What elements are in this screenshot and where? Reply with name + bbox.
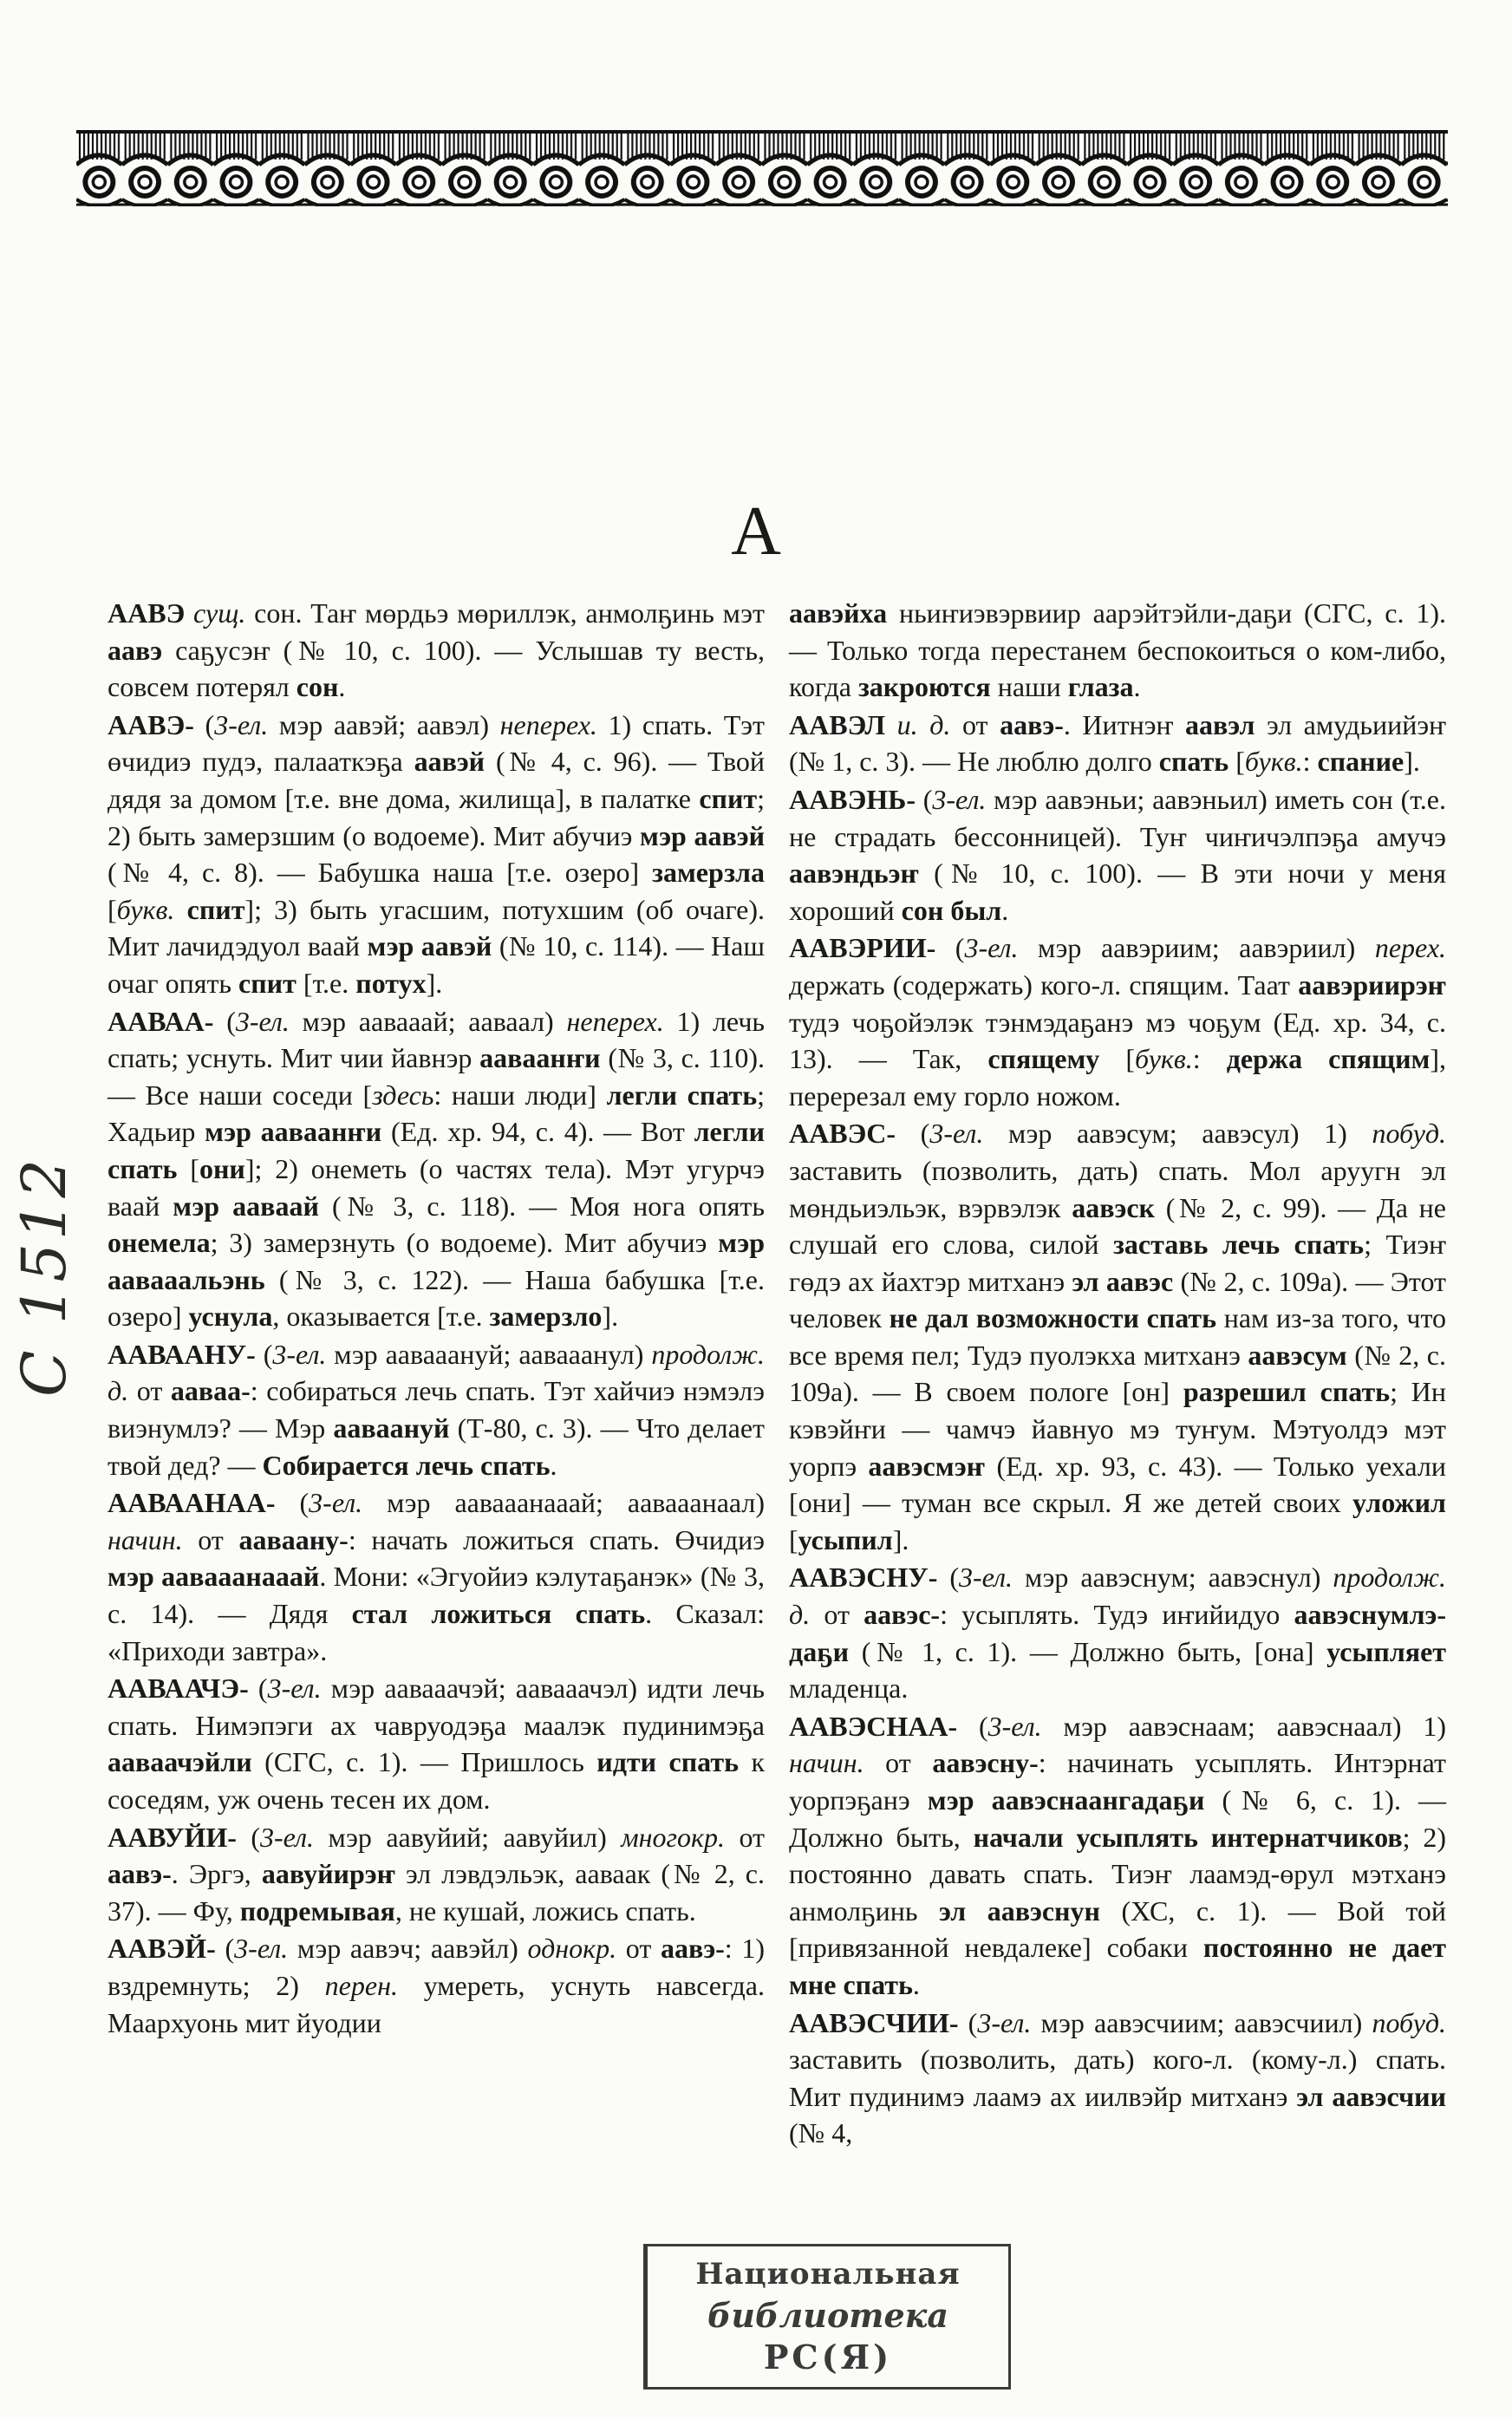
bold-term: спит [238,967,297,999]
bold-term: аавэл [1184,708,1255,740]
grammar-note: 3-ел. [267,1672,322,1705]
grammar-note: букв. [1244,746,1303,778]
bold-term: спящему [987,1043,1100,1075]
bold-term: спание [1317,746,1404,778]
entry-text: (Ед. хр. 94, с. 4). — Вот [381,1116,694,1148]
bold-term: ААВЭЙ- [108,1933,216,1965]
bold-term: мэр аавааальэнь [108,1227,765,1295]
entry-text: ( [937,1562,960,1594]
dictionary-entry [108,1484,765,1669]
entry-text: ; 3) замерзнуть (о водоеме). Мит абучиэ [210,1227,719,1259]
bold-term: уснула [188,1301,273,1333]
bold-term: аавэск [1072,1191,1155,1223]
bold-term: закроются [857,671,991,703]
entry-text: . Мони: «Эгуойиэ кэлутаҕанэк» (№ 3, с. 14). — Дядя [108,1561,766,1630]
bold-term: ААВЭСЧИИ- [789,2006,959,2038]
bold-term: замерзло [489,1301,603,1333]
entry-text: 1) лечь спать; уснуть. Мит чии йавнэр [108,1005,766,1074]
bold-term: мэр ааваай [173,1190,319,1222]
entry-text: (Ед. хр. 93, с. 43). — Только уехали [они] — туман все скрыл. Я же детей своих [789,1450,1447,1519]
bold-term: онемела [108,1227,211,1259]
entry-text: : начать ложиться спать. Өчидиэ [348,1523,766,1555]
grammar-note: 3-ел. [309,1487,363,1519]
entry-text: . [1001,894,1009,926]
entry-text: эл лэвдэльэк, ааваак (№ 2, с. 37). — Фу, [108,1858,766,1927]
right-column [789,595,1446,2190]
entry-text: : начинать усыплять. Интэрнат уорпэҕанэ [789,1747,1447,1816]
entry-text: : собираться лечь спать. Тэт хайчиэ нэмэлэ виэнумлэ? — Мэр [108,1375,766,1444]
entry-text: мэр аавэснум; аавэснул) [1013,1562,1333,1594]
grammar-note: многокр. [621,1821,725,1853]
bold-term: ААВААЧЭ- [108,1672,249,1705]
entry-text: ]; 2) онеметь (о частях тела). Мэт угурчэ ваай [108,1152,766,1222]
bold-term: спать [1158,746,1229,778]
entry-text: : 1) вздремнуть; 2) [108,1933,766,2001]
bold-term: аавуйирэҥ [261,1858,395,1890]
bold-term: аавэсну- [932,1747,1039,1779]
bold-term: замерзла [652,857,765,889]
bold-term: ААВЭРИИ- [789,932,936,964]
bold-term: разрешил спать [1183,1376,1391,1408]
entry-text: [ [1099,1043,1136,1075]
bold-term: спит [186,893,245,925]
bold-term: аавэйха [789,597,888,629]
grammar-note: 3-ел. [987,1710,1042,1742]
entry-text: ; 2) постоянно давать спать. Тиэҥ лаамэд-өрул мэтханэ анмолҕинь [789,1821,1447,1927]
entry-text: мэр аавэньи; аавэньил) иметь сон (т.е. не страдать бессонницей). Туҥ чиҥичэлпэҕа амучэ [789,783,1446,852]
bold-term: стал ложиться спать [351,1598,646,1630]
bold-term: ааваанҥи [479,1042,601,1074]
bold-term: легли спать [108,1116,766,1184]
entry-text: ]; 3) быть угасшим, потухшим (об очаге). Мит лачидэдуол ваай [108,893,766,962]
dictionary-entry [108,1930,765,2041]
entry-text: (№ 3, с. 110). — Все наши соседи [ [108,1042,766,1111]
bold-term: ааваа- [170,1375,251,1407]
entry-text: . [338,671,346,703]
bold-term: усыпляет [1326,1635,1446,1667]
entry-text: ], перерезал ему горло ножом. [789,1043,1447,1112]
entry-text: тудэ чоҕойэлэк тэнмэдаҕанэ мэ чоҕум (Ед. хр. 34, с. 13). — Так, [789,1006,1446,1075]
dictionary-entry [108,1819,765,1930]
entry-text: ( [935,932,965,964]
entry-text: мэр аавааануй; аавааанул) [326,1338,652,1370]
dictionary-entry [108,1670,765,1817]
grammar-note: 3-ел. [272,1338,327,1370]
bold-term: эл аавэснун [938,1894,1100,1927]
entry-text: (№ 2, с. 99). — Да не слушай его слова, силой [789,1191,1447,1261]
dictionary-entry [108,707,765,1002]
left-column [108,595,765,2190]
entry-text [174,894,186,925]
grammar-note: продолж. д. [108,1338,766,1407]
entry-text: наши [990,671,1068,703]
dictionary-entry [108,1003,765,1335]
bold-term: аавэ- [661,1933,725,1965]
entry-text: саҕусэҥ (№ 10, с. 100). — Услышав ту весть, совсем потерял [108,634,765,703]
entry-text: (СГС, с. 1). — Пришлось [251,1746,597,1778]
bold-term: ААВЭНЬ- [789,783,916,815]
bold-term: подремывая [239,1894,395,1927]
decorative-ornament-band [76,130,1448,206]
entry-text: от [616,1933,662,1965]
entry-text: от [864,1747,933,1779]
bold-term: уложил [1352,1487,1446,1519]
dictionary-entry [789,595,1446,706]
entry-text: мэр аавааачэй; аавааачэл) идти лечь спать. Нимэпэги ах чавруодэҕа маалэк пудинимэҕа [108,1672,766,1741]
scroll-ornament-icon [76,130,1448,206]
stamp-line-1: Национальная [695,2257,961,2292]
entry-text: (№ 4, [789,2117,853,2149]
entry-text: мэр аавэсчиим; аавэсчиил) [1031,2006,1372,2038]
grammar-note: однокр. [527,1933,617,1965]
entry-text: (ХС, с. 1). — Вой той [привязанной невдалеке] собаки [789,1894,1446,1964]
entry-text: мэр аавэй; аавэл) [268,708,500,740]
entry-text: нам из-за того, что все время пел; Тудэ пуолэкха митханэ [789,1302,1447,1371]
bold-term: ААВЭСНУ- [789,1562,938,1594]
grammar-note: продолж. д. [789,1562,1446,1631]
entry-text: , не кушай, ложись спать. [394,1894,696,1927]
entry-text: (№ 4, с. 8). — Бабушка наша [т.е. озеро] [108,857,653,889]
section-letter: А [731,493,781,570]
entry-text: ( [958,2006,978,2038]
handwritten-margin-note [3,1094,80,1398]
bold-term: мэр аавэй [640,819,766,851]
grammar-note: и. д. [896,708,951,740]
entry-text: ( [255,1338,273,1370]
grammar-note: здесь [372,1079,434,1111]
bold-term: мэр ааваанҥи [205,1116,382,1148]
bold-term: аавэриирэҥ [1298,968,1446,1001]
bold-term: они [199,1152,245,1184]
dictionary-entry [789,929,1446,1114]
grammar-note: 3-ел. [235,1005,290,1037]
bold-term: легли спать [606,1079,758,1111]
entry-text: . [550,1449,557,1481]
entry-text: ньиҥиэвэрвиир аарэйтэйли-даҕи (СГС, с. 1). — Только тогда перестанем беспокоиться о ком-либо, когда [789,597,1446,703]
entry-text: от [810,1599,864,1631]
entry-text: сон. Таҥ мөрдьэ мөриллэк, анмолҕинь мэт [245,597,766,629]
entry-text: ( [915,783,933,815]
dictionary-entry [108,595,765,706]
bold-term: аавэсум [1248,1339,1347,1371]
grammar-note: неперех. [499,708,597,740]
grammar-note: сущ. [193,597,246,629]
dictionary-entry [108,1336,765,1483]
entry-text: (№ 4, с. 96). — Твой дядя за домом [т.е. вне дома, жилища], в палатке [108,746,766,814]
entry-text: ( [896,1118,930,1150]
stamp-line-3: РС(Я) [763,2337,893,2377]
bold-term: аавэсмэҥ [868,1450,986,1482]
entry-text: умереть, уснуть навсегда. Маархуонь мит йуодии [108,1969,766,2038]
entry-text: : наши люди] [433,1079,607,1111]
bold-term: аавэ- [1000,708,1064,740]
bold-term: ААВЭ- [108,708,194,740]
grammar-note: 3-ел. [959,1562,1013,1594]
entry-text: (№ 6, с. 1). — Должно быть, [789,1784,1447,1853]
grammar-note: начин. [789,1747,864,1779]
bold-term: эл аавэсчии [1296,2080,1447,2112]
bold-term: аавэй [414,746,486,778]
bold-term: ААВУЙИ- [108,1821,237,1853]
bold-term: ААВЭС- [789,1118,896,1150]
entry-text: ( [193,708,215,740]
grammar-note: перен. [324,1969,398,2001]
library-stamp [643,2244,1011,2390]
entry-text: . Эргэ, [171,1858,262,1890]
entry-text: ( [275,1487,310,1519]
bold-term: сон [296,671,339,703]
grammar-note: 3-ел. [977,2006,1032,2038]
bold-term: заставь лечь спать [1113,1229,1365,1261]
entry-text: (№ 2, с. 109а). — В своем пологе [он] [789,1339,1447,1408]
entry-text: мэр аавэриим; аавэриил) [1018,932,1375,964]
entry-text: ; Ин кэвэйҥи — чамчэ йавнуо мэ туҥум. Мэтуолдэ мэт уорпэ [789,1376,1447,1482]
entry-text: . [1133,671,1141,703]
entry-text: . Сказал: «Приходи завтра». [108,1598,766,1666]
entry-text: [ [177,1152,199,1184]
margin-note-text: С 1512 [9,1156,80,1397]
bold-term: аавэс- [864,1599,941,1631]
bold-term: мэр аавэй [367,930,492,962]
bold-term: идти спать [596,1746,739,1778]
bold-term: потух [355,967,427,999]
grammar-note: 3-ел. [964,932,1019,964]
bold-term: ААВЭ [108,597,186,629]
bold-term: Собирается лечь спать [262,1449,551,1481]
entry-text: ( [957,1710,988,1742]
bold-term: ААВЭЛ [789,708,886,740]
entry-text: 1) спать. Тэт өчидиэ пудэ, палааткэҕа [108,708,765,778]
entry-text: ]. [426,967,443,999]
entry-text: (№ 1, с. 1). — Должно быть, [она] [849,1635,1327,1667]
dictionary-entry [789,1559,1446,1706]
entry-text: от [182,1523,239,1555]
dictionary-entry [789,781,1446,929]
bold-term: ААВЭСНАА- [789,1710,958,1742]
bold-term: мэр аавэснаангадаҕи [927,1784,1205,1816]
entry-text: . [912,1968,920,2000]
dictionary-entry [789,2005,1446,2152]
bold-term: ааваануй [333,1412,450,1444]
dictionary-entry [789,1708,1446,2004]
entry-text: ( [213,1005,236,1037]
grammar-note: 3-ел. [214,708,269,740]
bold-term: ААВАА- [108,1005,214,1037]
entry-text: ; Хадьир [108,1079,766,1148]
entry-text: (Т-80, с. 3). — Что делает твой дед? — [108,1412,766,1481]
bold-term: не дал возможности спать [889,1302,1217,1334]
entry-text: мэр аавэч; аавэйл) [288,1933,528,1965]
bold-term: мэр аавааанааай [108,1561,320,1593]
grammar-note: 3-ел. [929,1118,984,1150]
dictionary-entry [789,1115,1446,1558]
bold-term: усыпил [798,1523,893,1555]
entry-text: ]. [1404,746,1420,778]
entry-text: : [1192,1043,1227,1075]
entry-text: : усыплять. Тудэ иҥийидуо [940,1599,1294,1631]
entry-text: ( [215,1933,235,1965]
entry-text: от [724,1821,766,1853]
entry-text: [т.е. [296,967,356,999]
bold-term: ААВААНАА- [108,1487,276,1519]
stamp-line-2: библиотека [707,2296,949,2335]
bold-term: эл аавэс [1072,1265,1174,1297]
grammar-note: побуд. [1372,2006,1447,2038]
entry-text: держать (содержать) кого-л. спящим. Таат [789,968,1299,1001]
bold-term: аавэснумлэ-даҕи [789,1599,1447,1667]
bold-term: держа спящим [1226,1043,1431,1075]
entry-text: ; 2) быть замерзшим (о водоеме). Мит абучиэ [108,782,765,851]
grammar-note: букв. [116,893,175,925]
grammar-note: начин. [108,1523,183,1555]
entry-text: . Иитнэҥ [1063,708,1185,740]
dictionary-entry [789,707,1446,780]
entry-text: , оказывается [т.е. [272,1301,490,1333]
entry-text: (№ 3, с. 122). — Наша бабушка [т.е. озеро] [108,1263,765,1333]
bold-term: аавэндьэҥ [789,857,919,890]
grammar-note: неперех. [566,1005,664,1037]
bold-term: начали усыплять интернатчиков [973,1821,1403,1853]
grammar-note: побуд. [1372,1118,1447,1150]
entry-text: мэр аавэснаам; аавэснаал) 1) [1041,1710,1446,1742]
grammar-note: букв. [1135,1043,1193,1075]
bold-term: аавэ [108,634,163,666]
entry-text: к соседям, уж очень тесен их дом. [108,1746,766,1815]
entry-text: мэр аавааай; ааваал) [289,1005,567,1037]
entry-text: мэр аавааанааай; аавааанаал) [362,1487,766,1519]
bold-term: ААВААНУ- [108,1338,256,1370]
entry-text: мэр аавуйий; аавуйил) [314,1821,622,1853]
entry-text: эл амудьиийэҥ (№ 1, с. 3). — Не люблю долго [789,708,1447,778]
bold-term: постоянно не дает мне спать [789,1932,1447,2000]
entry-text: от [128,1375,171,1407]
entry-text: ; Тиэҥ гөдэ ах йахтэр митханэ [789,1229,1447,1297]
entry-text: [ [789,1523,798,1555]
grammar-note: 3-ел. [234,1933,289,1965]
entry-text: [ [108,893,117,925]
entry-text: ( [236,1821,261,1853]
entry-text: заставить (позволить, дать) спать. Мол аруугн эл мөндьиэльэк, вэрвэлэк [789,1154,1446,1223]
entry-text: заставить (позволить, дать) кого-л. (кому-л.) спать. Мит пудинимэ лаамэ ах иилвэйр митханэ [789,2044,1446,2112]
bold-term: спит [699,782,758,814]
grammar-note: 3-ел. [260,1821,315,1853]
bold-term: ааваачэйли [108,1746,252,1778]
bold-term: сон был [901,894,1002,926]
bold-term: ааваану- [238,1523,349,1555]
entry-text [885,709,897,740]
grammar-note: 3-ел. [932,783,987,815]
entry-text: мэр аавэсум; аавэсул) 1) [983,1118,1372,1150]
entry-text: [ [1228,746,1245,778]
entry-text: ]. [602,1301,619,1333]
entry-text [185,597,193,629]
grammar-note: перех. [1374,932,1447,964]
entry-text: (№ 2, с. 109а). — Этот человек [789,1265,1447,1334]
entry-text: ]. [892,1523,909,1555]
entry-text: (№ 3, с. 118). — Моя нога опять [318,1190,765,1222]
entry-text: ( [248,1672,268,1705]
entry-text: (№ 10, с. 100). — В эти ночи у меня хороший [789,857,1446,926]
bold-term: глаза [1067,671,1134,703]
bold-term: аавэ- [108,1858,172,1890]
entry-text: : [1302,746,1318,778]
entry-text: (№ 10, с. 114). — Наш очаг опять [108,930,766,999]
entry-text: младенца. [789,1672,909,1705]
entry-text: от [950,708,1000,740]
